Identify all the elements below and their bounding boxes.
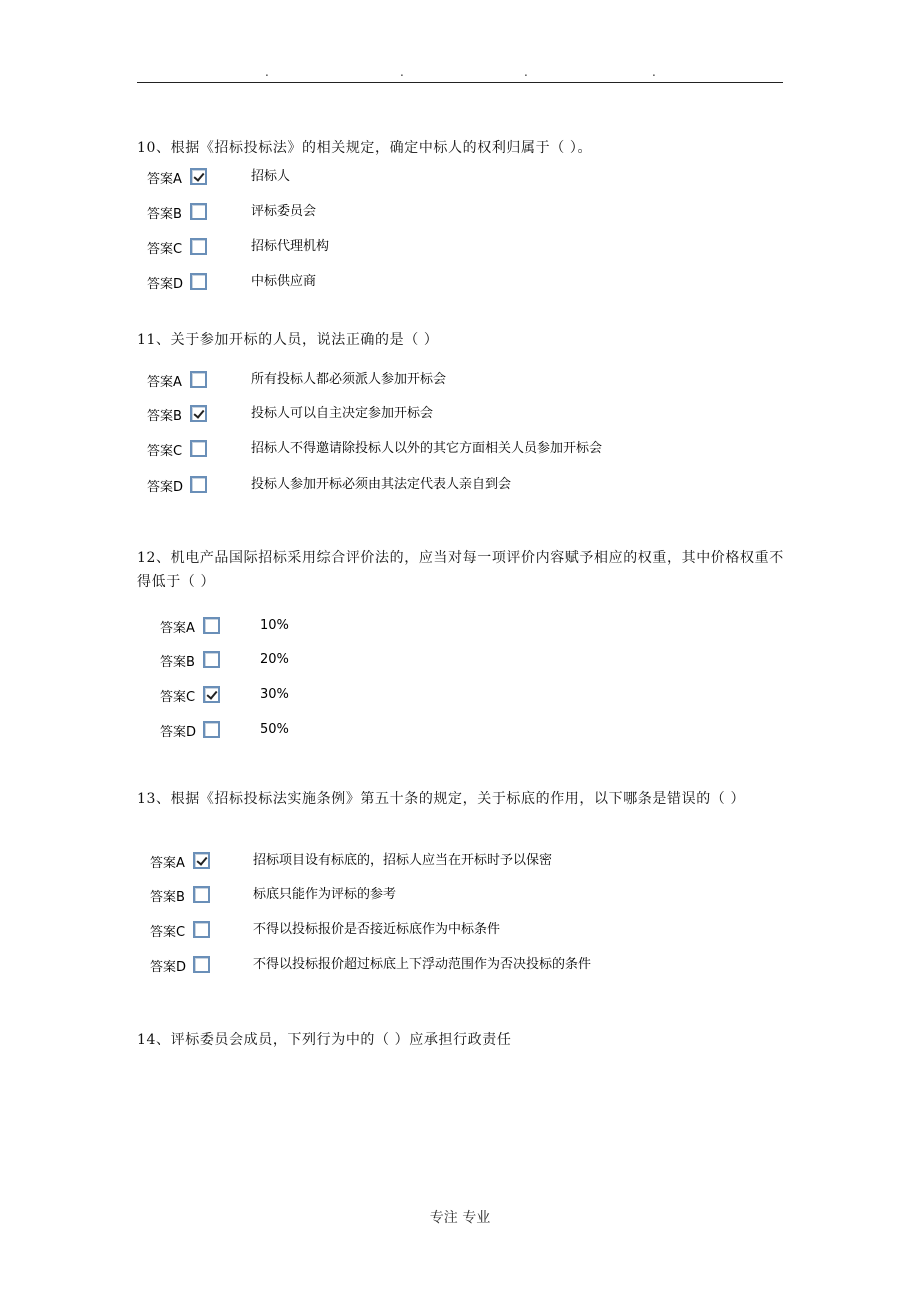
header-dot: . [400, 65, 404, 79]
option-text: 不得以投标报价超过标底上下浮动范围作为否决投标的条件 [253, 957, 592, 972]
answer-checkbox[interactable] [190, 203, 207, 220]
answer-checkbox[interactable] [190, 440, 207, 457]
option-label: 答案D [150, 960, 187, 975]
option-text: 招标人不得邀请除投标人以外的其它方面相关人员参加开标会 [251, 441, 603, 456]
option-text: 标底只能作为评标的参考 [253, 887, 397, 902]
option-label: 答案C [147, 444, 183, 459]
option-label: 答案C [147, 242, 183, 257]
answer-checkbox[interactable] [193, 886, 210, 903]
answer-checkbox[interactable] [190, 273, 207, 290]
answer-checkbox[interactable] [193, 852, 210, 869]
option-label: 答案A [150, 856, 185, 871]
option-text: 中标供应商 [251, 274, 317, 289]
option-text: 评标委员会 [251, 204, 317, 219]
option-label: 答案A [147, 172, 182, 187]
option-text: 招标代理机构 [251, 239, 330, 254]
header-dot: . [265, 65, 269, 79]
answer-checkbox[interactable] [193, 956, 210, 973]
question-12-text: 12、机电产品国际招标采用综合评价法的，应当对每一项评价内容赋予相应的权重，其中价格权重不得低于（ ） [137, 550, 784, 590]
option-text: 50% [260, 722, 289, 737]
option-label: 答案B [147, 207, 182, 222]
question-11-text: 11、关于参加开标的人员，说法正确的是（ ） [137, 332, 439, 348]
option-label: 答案B [160, 655, 195, 670]
option-label: 答案C [160, 690, 196, 705]
answer-checkbox[interactable] [190, 168, 207, 185]
option-label: 答案B [147, 409, 182, 424]
header-rule [137, 82, 783, 83]
option-label: 答案D [147, 277, 184, 292]
option-text: 所有投标人都必须派人参加开标会 [251, 372, 447, 387]
option-label: 答案A [147, 375, 182, 390]
answer-checkbox[interactable] [190, 405, 207, 422]
option-text: 投标人可以自主决定参加开标会 [251, 406, 434, 421]
answer-checkbox[interactable] [203, 617, 220, 634]
answer-checkbox[interactable] [193, 921, 210, 938]
answer-checkbox[interactable] [203, 686, 220, 703]
header-dot: . [652, 65, 656, 79]
answer-checkbox[interactable] [203, 721, 220, 738]
option-label: 答案A [160, 621, 195, 636]
question-10-text: 10、根据《招标投标法》的相关规定，确定中标人的权利归属于（ ）。 [137, 140, 593, 156]
answer-checkbox[interactable] [190, 476, 207, 493]
option-text: 10% [260, 618, 289, 633]
option-label: 答案C [150, 925, 186, 940]
option-label: 答案B [150, 890, 185, 905]
option-label: 答案D [160, 725, 197, 740]
option-text: 30% [260, 687, 289, 702]
option-text: 招标项目设有标底的，招标人应当在开标时予以保密 [253, 853, 553, 868]
option-text: 不得以投标报价是否接近标底作为中标条件 [253, 922, 501, 937]
option-label: 答案D [147, 480, 184, 495]
page-footer: 专注 专业 [429, 1210, 491, 1226]
answer-checkbox[interactable] [190, 371, 207, 388]
option-text: 投标人参加开标必须由其法定代表人亲自到会 [251, 477, 512, 492]
option-text: 20% [260, 652, 289, 667]
answer-checkbox[interactable] [203, 651, 220, 668]
answer-checkbox[interactable] [190, 238, 207, 255]
header-dot: . [524, 65, 528, 79]
option-text: 招标人 [251, 169, 291, 184]
question-13-text: 13、根据《招标投标法实施条例》第五十条的规定，关于标底的作用，以下哪条是错误的（ ） [137, 791, 746, 807]
question-14-text: 14、评标委员会成员，下列行为中的（ ）应承担行政责任 [137, 1032, 512, 1048]
